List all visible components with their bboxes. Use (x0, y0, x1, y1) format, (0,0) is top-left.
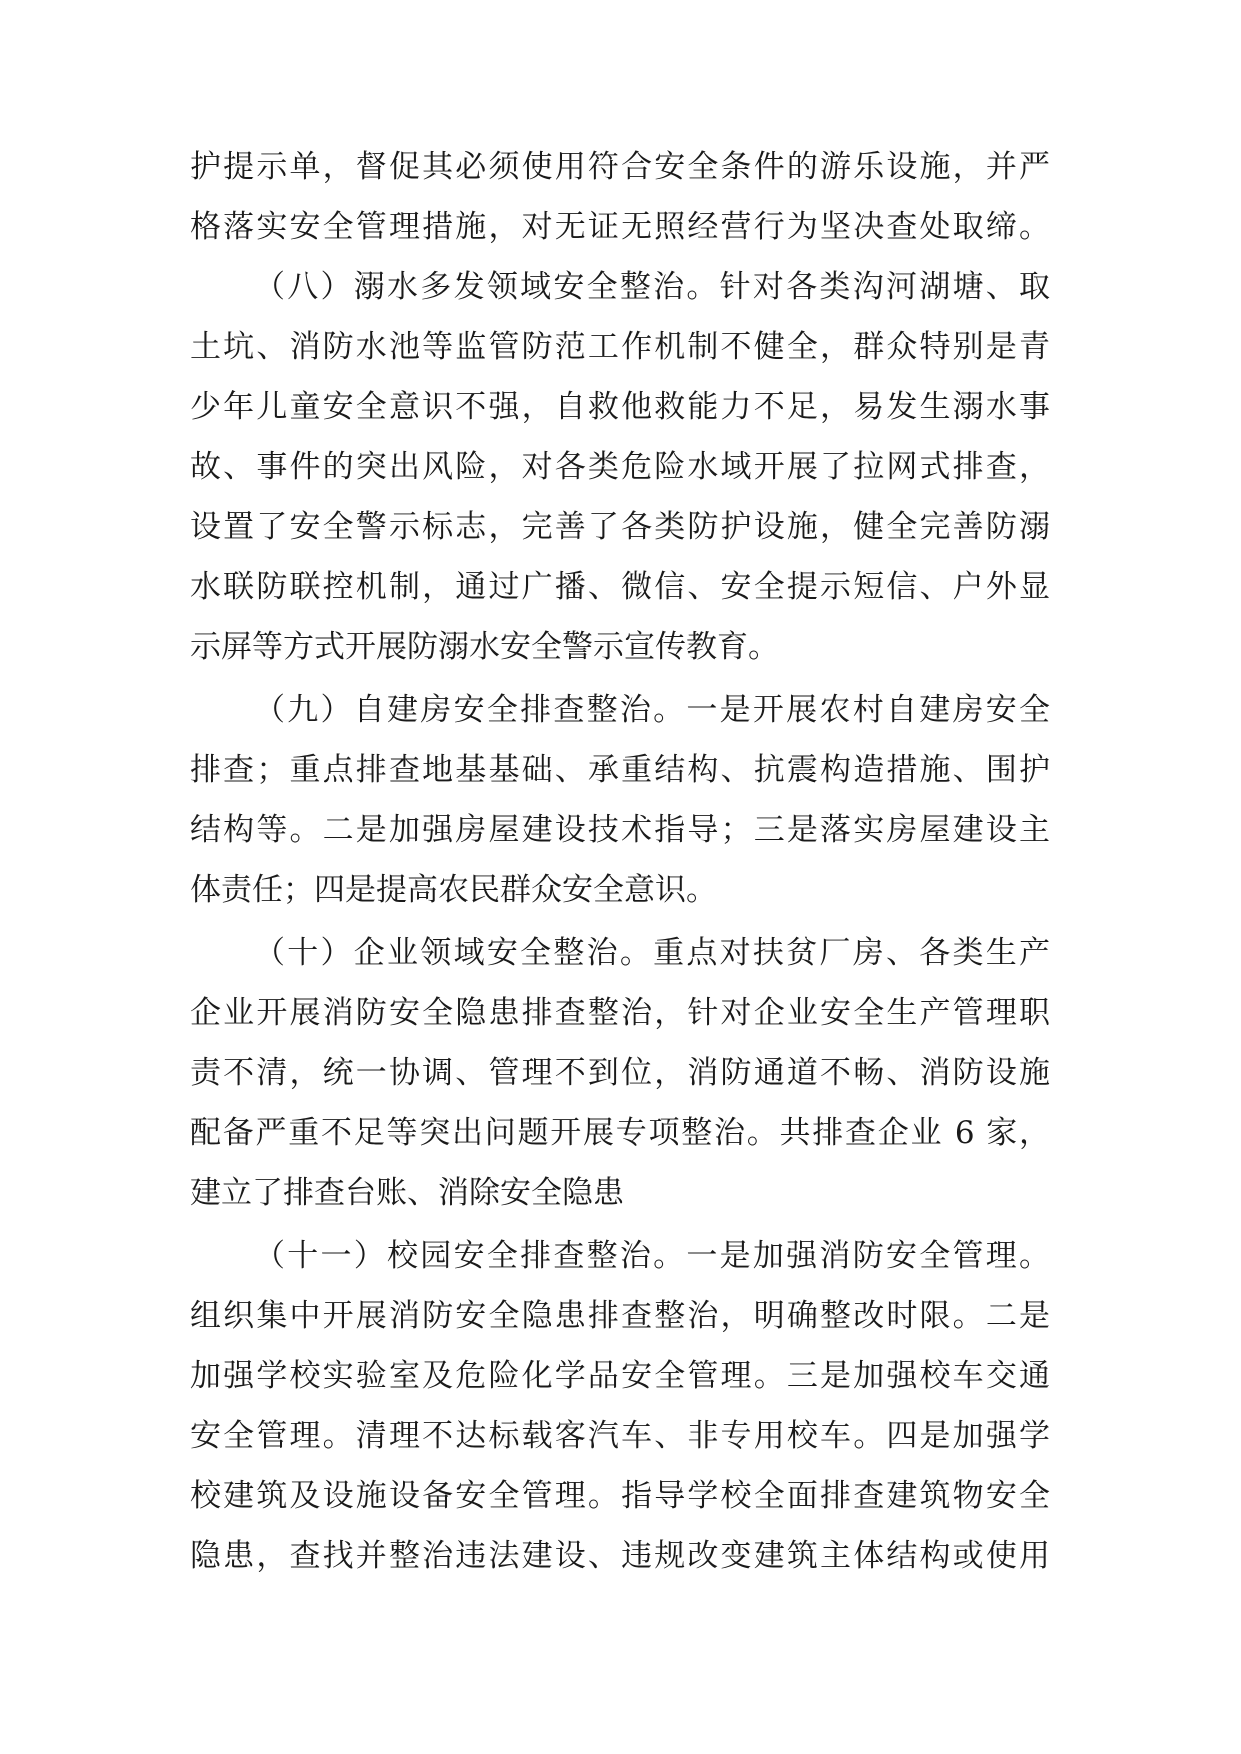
text-line: 企业开展消防安全隐患排查整治，针对企业安全生产管理职 (190, 995, 1050, 1031)
section-10-heading-line: （十）企业领域安全整治。重点对扶贫厂房、各类生产 (254, 935, 1050, 971)
text-line: 护提示单，督促其必须使用符合安全条件的游乐设施，并严 (190, 149, 1050, 185)
text-line: 格落实安全管理措施，对无证无照经营行为坚决查处取缔。 (190, 209, 1050, 245)
section-11-heading-line: （十一）校园安全排查整治。一是加强消防安全管理。 (254, 1238, 1050, 1274)
text-line: 校建筑及设施设备安全管理。指导学校全面排查建筑物安全 (190, 1478, 1050, 1514)
text-line: 设置了安全警示标志，完善了各类防护设施，健全完善防溺 (190, 509, 1050, 545)
text-line: 配备严重不足等突出问题开展专项整治。共排查企业 6 家， (190, 1115, 1050, 1151)
text-line: 责不清，统一协调、管理不到位，消防通道不畅、消防设施 (190, 1055, 1050, 1091)
section-9-heading-line: （九）自建房安全排查整治。一是开展农村自建房安全 (254, 692, 1050, 728)
section-8-heading-line: （八）溺水多发领域安全整治。针对各类沟河湖塘、取 (254, 269, 1050, 305)
text-line: 故、事件的突出风险，对各类危险水域开展了拉网式排查， (190, 449, 1050, 485)
text-line: 少年儿童安全意识不强，自救他救能力不足，易发生溺水事 (190, 389, 1050, 425)
text-line: 体责任；四是提高农民群众安全意识。 (190, 872, 717, 908)
text-line: 建立了排查台账、消除安全隐患 (190, 1175, 624, 1211)
text-line: 结构等。二是加强房屋建设技术指导；三是落实房屋建设主 (190, 812, 1050, 848)
text-line: 示屏等方式开展防溺水安全警示宣传教育。 (190, 629, 779, 665)
text-line: 组织集中开展消防安全隐患排查整治，明确整改时限。二是 (190, 1298, 1050, 1334)
text-line: 土坑、消防水池等监管防范工作机制不健全，群众特别是青 (190, 329, 1050, 365)
text-line: 加强学校实验室及危险化学品安全管理。三是加强校车交通 (190, 1358, 1050, 1394)
text-line: 水联防联控机制，通过广播、微信、安全提示短信、户外显 (190, 569, 1050, 605)
text-line: 排查；重点排查地基基础、承重结构、抗震构造措施、围护 (190, 752, 1050, 788)
text-line: 安全管理。清理不达标载客汽车、非专用校车。四是加强学 (190, 1418, 1050, 1454)
text-line: 隐患，查找并整治违法建设、违规改变建筑主体结构或使用 (190, 1538, 1050, 1574)
